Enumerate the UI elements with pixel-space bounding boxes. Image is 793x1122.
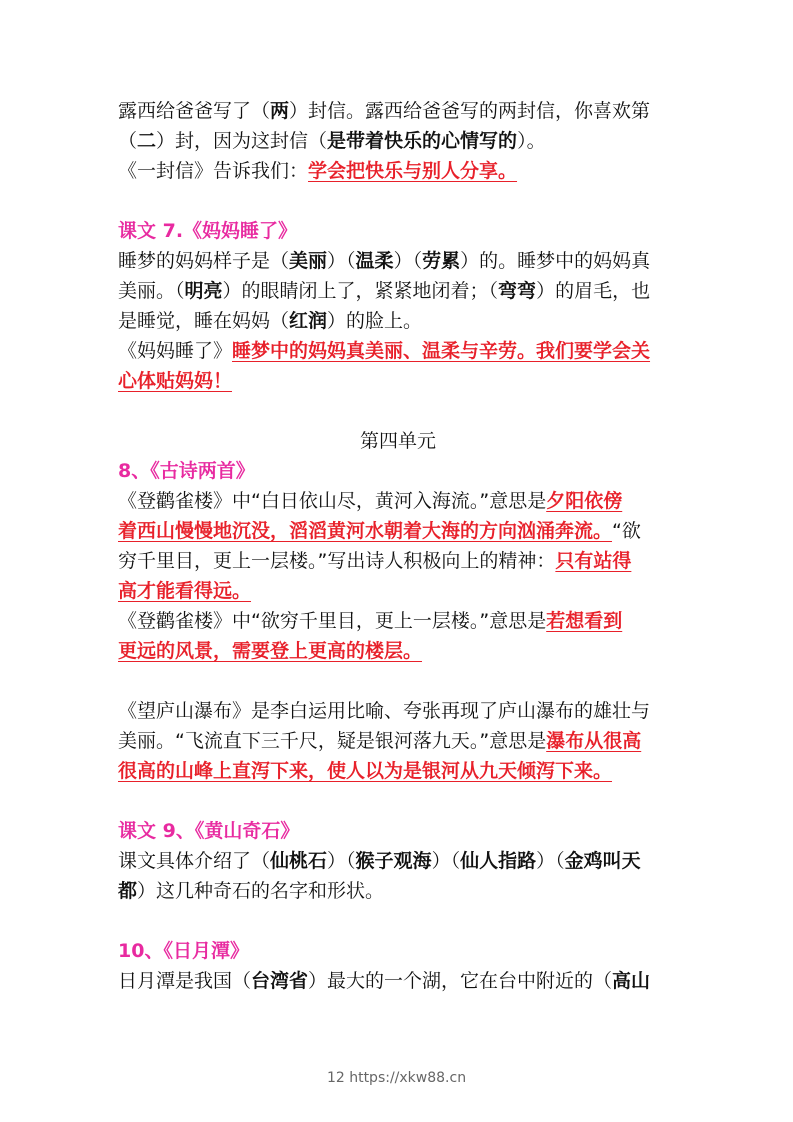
text-line: 美丽。（明亮）的眼睛闭上了，紧紧地闭着；（弯弯）的眉毛，也 bbox=[118, 280, 651, 302]
unit-title: 第四单元 bbox=[359, 430, 436, 452]
text-line: 着西山慢慢地沉没，滔滔黄河水朝着大海的方向汹涌奔流。“欲 bbox=[118, 520, 641, 542]
text-line: 《一封信》告诉我们：学会把快乐与别人分享。 bbox=[118, 160, 518, 182]
page-footer: 12 https://xkw88.cn bbox=[326, 1070, 467, 1086]
text-line bbox=[118, 366, 678, 396]
answer-text: 夕阳依傍 bbox=[546, 490, 623, 512]
text-line bbox=[118, 636, 678, 666]
text-line: 《登鹳雀楼》中“欲穷千里目，更上一层楼。”意思是若想看到 bbox=[118, 610, 623, 632]
section-title: 课文 7.《妈妈睡了》 bbox=[118, 220, 298, 242]
text-line: 都）这几种奇石的名字和形状。 bbox=[118, 880, 385, 902]
answer-text: 若想看到 bbox=[546, 610, 623, 632]
text-line: 《望庐山瀑布》是李白运用比喻、夸张再现了庐山瀑布的雄壮与 bbox=[118, 700, 651, 722]
text-line: 日月潭是我国（台湾省）最大的一个湖，它在台中附近的（高山 bbox=[118, 970, 651, 992]
text-line: 《登鹳雀楼》中“白日依山尽，黄河入海流。”意思是夕阳依傍 bbox=[118, 490, 623, 512]
answer-text: 高才能看得远。 bbox=[118, 580, 252, 602]
answer-text: 更远的风景，需要登上更高的楼层。 bbox=[118, 640, 423, 662]
text-line: （二）封，因为这封信（是带着快乐的心情写的）。 bbox=[118, 130, 546, 152]
document-body bbox=[118, 96, 678, 996]
section-title: 课文 9、《黄山奇石》 bbox=[118, 820, 300, 842]
text-line: 《妈妈睡了》睡梦中的妈妈真美丽、温柔与辛劳。我们要学会关 bbox=[118, 340, 651, 362]
answer-text: 学会把快乐与别人分享。 bbox=[308, 160, 518, 182]
answer-text: 着西山慢慢地沉没，滔滔黄河水朝着大海的方向汹涌奔流。 bbox=[118, 520, 613, 542]
answer-text: 睡梦中的妈妈真美丽、温柔与辛劳。我们要学会关 bbox=[232, 340, 651, 362]
answer-text: 心体贴妈妈！ bbox=[118, 370, 233, 392]
text-line: 露西给爸爸写了（两）封信。露西给爸爸写的两封信，你喜欢第 bbox=[118, 100, 651, 122]
text-line: 是睡觉，睡在妈妈（红润）的脸上。 bbox=[118, 310, 423, 332]
section-title: 8、《古诗两首》 bbox=[118, 460, 255, 482]
section-title: 10、《日月潭》 bbox=[118, 940, 249, 962]
text-line: 课文具体介绍了（仙桃石）（猴子观海）（仙人指路）（金鸡叫天 bbox=[118, 850, 641, 872]
answer-text: 瀑布从很高 bbox=[546, 730, 642, 752]
text-line: 睡梦的妈妈样子是（美丽）（温柔）（劳累）的。睡梦中的妈妈真 bbox=[118, 250, 651, 272]
text-line bbox=[118, 576, 678, 606]
text-line: 穷千里目，更上一层楼。”写出诗人积极向上的精神：只有站得 bbox=[118, 550, 632, 572]
text-line: 美丽。“飞流直下三千尺，疑是银河落九天。”意思是瀑布从很高 bbox=[118, 730, 642, 752]
answer-text: 很高的山峰上直泻下来，使人以为是银河从九天倾泻下来。 bbox=[118, 760, 613, 782]
answer-text: 只有站得 bbox=[555, 550, 632, 572]
text-line bbox=[118, 756, 678, 786]
